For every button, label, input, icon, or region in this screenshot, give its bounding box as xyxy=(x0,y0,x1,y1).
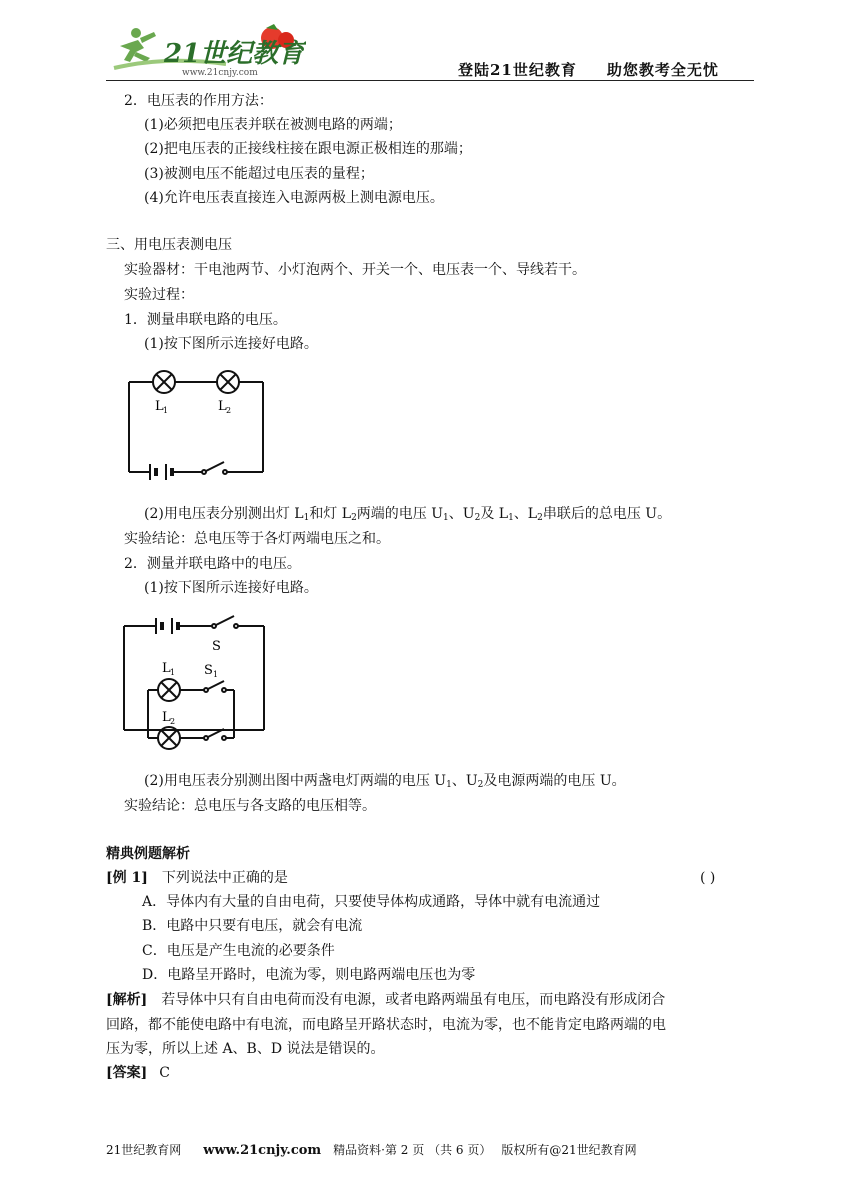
analysis-text-1: 若导体中只有自由电荷而没有电源，或者电路两端虽有电压，而电路没有形成闭合 xyxy=(161,992,666,1008)
part2-conclusion: 实验结论：总电压与各支路的电压相等。 xyxy=(124,798,376,814)
answer-value: C xyxy=(159,1065,170,1081)
switch-s1-label: S xyxy=(204,663,213,678)
option-c: C．电压是产生电流的必要条件 xyxy=(142,943,335,959)
sub-2: 2 xyxy=(537,513,543,523)
logo-text: 21世纪教育 xyxy=(164,39,305,69)
part1-step2-seg-a: (2)用电压表分别测出灯 L xyxy=(144,506,304,522)
sub-1: 1 xyxy=(303,513,310,523)
part1-title: 1．测量串联电路的电压。 xyxy=(124,312,287,328)
switch-icon xyxy=(202,462,227,474)
part2-step2-seg-a: (2)用电压表分别测出图中两盏电灯两端的电压 U xyxy=(144,773,447,789)
part2-title: 2．测量并联电路中的电压。 xyxy=(124,556,301,572)
battery-icon xyxy=(156,618,178,634)
lamp-l1-icon xyxy=(153,371,175,393)
answer-label: [答案] xyxy=(106,1065,148,1081)
option-b: B．电路中只要有电压，就会有电流 xyxy=(142,918,363,934)
section2-item-2: (2)把电压表的正接线柱接在跟电源正极相连的那端； xyxy=(144,141,472,157)
header-divider xyxy=(106,80,754,81)
footer xyxy=(106,1141,637,1158)
part1-step2-seg-d: 、U xyxy=(448,506,475,522)
sub-1: 1 xyxy=(446,780,452,790)
example1-answer-paren: ( ) xyxy=(700,870,716,886)
header-slogan xyxy=(458,59,719,80)
part2-step1: (1)按下图所示连接好电路。 xyxy=(144,580,318,596)
footer-copyright: 版权所有@21世纪教育网 xyxy=(501,1143,637,1157)
header-slogan-2: 助您教考全无忧 xyxy=(606,61,719,79)
process-label: 实验过程： xyxy=(124,287,194,303)
equipment-text: 实验器材：干电池两节、小灯泡两个、开关一个、电压表一个、导线若干。 xyxy=(124,262,586,278)
lamp-l2-subscript: 2 xyxy=(170,717,176,726)
part1-conclusion: 实验结论：总电压等于各灯两端电压之和。 xyxy=(124,531,390,547)
sub-2: 2 xyxy=(477,780,484,790)
header-slogan-1: 登陆21世纪教育 xyxy=(458,61,577,79)
runner-icon xyxy=(120,28,156,62)
analysis-line-2: 回路，都不能使电路中有电流，而电路呈开路状态时，电流为零，也不能肯定电路两端的电 xyxy=(106,1017,666,1033)
part1-step2-seg-c: 两端的电压 U xyxy=(356,506,444,522)
footer-page-info: 精品资料·第 2 页 （共 6 页） xyxy=(333,1143,492,1157)
switch-s-icon xyxy=(212,616,238,628)
switch-s1-subscript: 1 xyxy=(213,670,219,679)
part2-step2-seg-b: 、U xyxy=(451,773,478,789)
logo-graphic xyxy=(106,18,306,80)
part1-step2-seg-e: 及 L xyxy=(480,506,509,522)
option-a: A．导体内有大量的自由电荷，只要使导体构成通路，导体中就有电流通过 xyxy=(142,894,601,910)
lamp-l1-label: L xyxy=(155,399,164,414)
switch-s1-icon xyxy=(204,681,226,692)
part1-step1: (1)按下图所示连接好电路。 xyxy=(144,336,318,352)
option-d: D．电路呈开路时，电流为零，则电路两端电压也为零 xyxy=(142,967,476,983)
section2-item-1: (1)必须把电压表并联在被测电路的两端； xyxy=(144,117,402,133)
switch-s-label: S xyxy=(212,639,221,654)
part1-step2 xyxy=(144,505,671,527)
answer-line xyxy=(106,1064,170,1082)
example1-question xyxy=(106,869,288,887)
part2-step2-seg-c: 及电源两端的电压 U。 xyxy=(483,773,626,789)
footer-site: 21世纪教育网 xyxy=(106,1143,182,1157)
examples-heading: 精典例题解析 xyxy=(106,846,190,862)
section2-item-3: (3)被测电压不能超过电压表的量程； xyxy=(144,166,374,182)
sub-1: 1 xyxy=(443,513,449,523)
part1-step2-seg-b: 和灯 L xyxy=(309,506,352,522)
lamp-l1-icon xyxy=(158,679,180,701)
sub-1: 1 xyxy=(508,513,514,523)
footer-url-link[interactable]: www.21cnjy.com xyxy=(203,1143,322,1158)
lamp-l1-subscript: 1 xyxy=(170,668,176,677)
battery-icon xyxy=(150,464,172,480)
lamp-l2-label: L xyxy=(162,710,171,725)
sub-2: 2 xyxy=(351,513,357,523)
analysis-line-3: 压为零，所以上述 A、B、D 说法是错误的。 xyxy=(106,1041,385,1057)
lamp-l1-subscript: 1 xyxy=(163,406,169,415)
part2-step2 xyxy=(144,772,626,794)
section2-title: 2．电压表的作用方法： xyxy=(124,93,273,109)
part1-step2-seg-g: 串联后的总电压 U。 xyxy=(542,506,672,522)
example1-question-text: 下列说法中正确的是 xyxy=(161,870,288,886)
analysis-label: [解析] xyxy=(106,992,148,1008)
section3-title: 三、用电压表测电压 xyxy=(106,237,232,253)
lamp-l2-subscript: 2 xyxy=(226,406,232,415)
header-logo[interactable] xyxy=(106,18,306,80)
series-circuit-diagram xyxy=(122,366,272,494)
logo-url: www.21cnjy.com xyxy=(182,68,258,78)
lamp-l2-icon xyxy=(217,371,239,393)
lamp-l2-label: L xyxy=(218,399,227,414)
section2-item-4: (4)允许电压表直接连入电源两极上测电源电压。 xyxy=(144,190,444,206)
analysis-line-1 xyxy=(106,991,665,1009)
lamp-l1-label: L xyxy=(162,661,171,676)
part1-step2-seg-f: 、L xyxy=(513,506,538,522)
example1-label: [例 1] xyxy=(106,870,148,886)
sub-2: 2 xyxy=(474,513,481,523)
parallel-circuit-diagram xyxy=(118,606,274,756)
